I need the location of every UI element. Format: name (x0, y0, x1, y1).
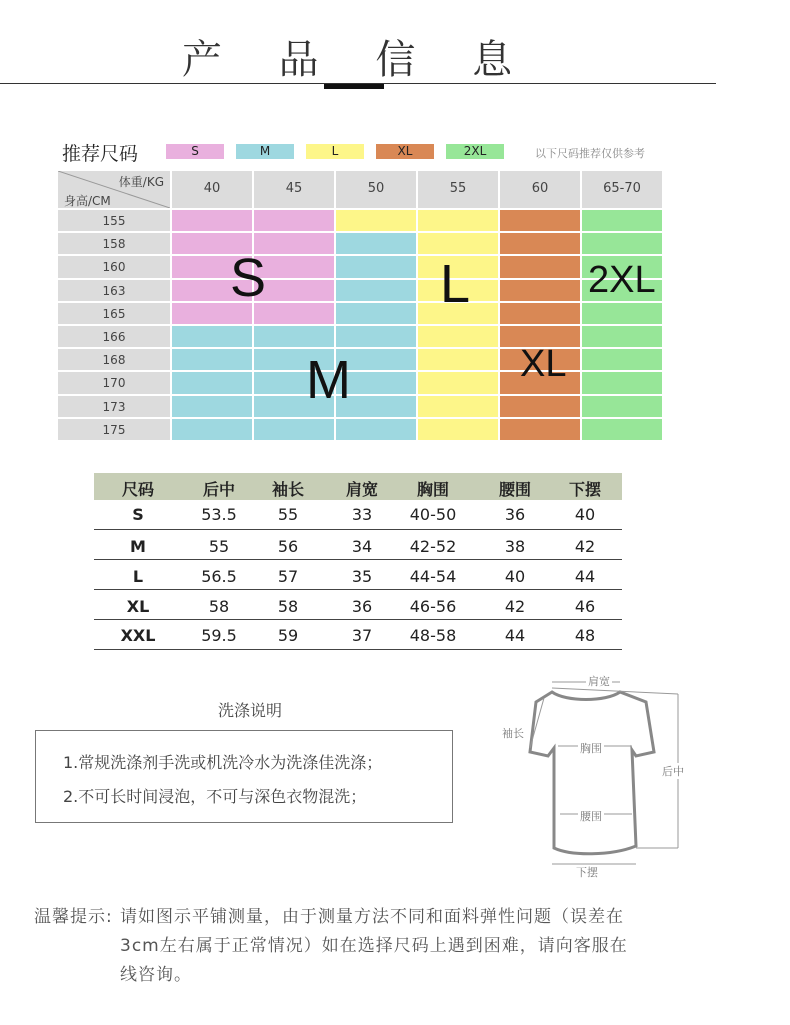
tshirt-measure-diagram (496, 668, 696, 880)
size-region-cell (418, 372, 500, 395)
measure-value-cell: 42 (504, 597, 526, 616)
measure-value-cell: 57 (277, 567, 299, 586)
measure-row-divider (94, 619, 622, 620)
measure-size-cell: XXL (120, 626, 156, 645)
height-row-label: 173 (58, 396, 172, 419)
height-row-label: 170 (58, 372, 172, 395)
notice-line-3: 线咨询。 (120, 965, 192, 985)
size-region-cell (336, 280, 418, 303)
measure-value-cell: 40 (574, 505, 596, 524)
measure-value-cell: 38 (504, 537, 526, 556)
height-row-label: 158 (58, 233, 172, 256)
legend-chip-s: S (166, 144, 224, 159)
diagram-label-chest: 胸围 (580, 742, 602, 755)
size-region-cell (336, 233, 418, 256)
size-region-cell (172, 326, 254, 349)
legend-chip-xl: XL (376, 144, 434, 159)
measure-value-cell: 59.5 (201, 626, 237, 645)
diagram-label-sleeve: 袖长 (502, 727, 524, 740)
size-recommendation-grid (58, 171, 664, 442)
size-region-cell (172, 372, 254, 395)
size-region-cell (582, 326, 664, 349)
height-row-label: 155 (58, 210, 172, 233)
height-row-label: 166 (58, 326, 172, 349)
measure-size-cell: L (132, 567, 144, 586)
measure-value-cell: 55 (208, 537, 230, 556)
measure-header-cell: 腰围 (498, 480, 531, 499)
measure-value-cell: 36 (351, 597, 373, 616)
measure-header-cell: 袖长 (271, 480, 304, 499)
measure-value-cell: 55 (277, 505, 299, 524)
weight-header: 40 (172, 171, 254, 210)
size-region-cell (418, 396, 500, 419)
notice-prefix: 温馨提示: (34, 907, 113, 927)
diagram-label-waist: 腰围 (580, 810, 602, 823)
measure-size-cell: S (132, 505, 144, 524)
measure-header-cell: 胸围 (416, 480, 449, 499)
measure-value-cell: 58 (208, 597, 230, 616)
measure-value-cell: 46-56 (409, 597, 457, 616)
measure-value-cell: 59 (277, 626, 299, 645)
diagram-label-hem: 下摆 (576, 866, 598, 879)
size-region-cell (254, 419, 336, 442)
weight-header: 50 (336, 171, 418, 210)
corner-weight-label: 体重/KG (118, 175, 164, 189)
measure-value-cell: 33 (351, 505, 373, 524)
measure-value-cell: 46 (574, 597, 596, 616)
height-row-label: 163 (58, 280, 172, 303)
size-region-cell (336, 256, 418, 279)
size-region-cell (582, 303, 664, 326)
measure-value-cell: 42-52 (409, 537, 457, 556)
legend-chip-2xl: 2XL (446, 144, 504, 159)
size-region-cell (418, 326, 500, 349)
measure-value-cell: 53.5 (201, 505, 237, 524)
size-region-label-xl: XL (520, 343, 567, 385)
wash-line-1: 1.常规洗涤剂手洗或机洗冷水为洗涤佳洗涤； (63, 753, 383, 772)
page-title: 产 品 信 息 (181, 37, 535, 83)
measure-size-cell: XL (126, 597, 150, 616)
size-region-cell (582, 210, 664, 233)
legend-chip-l: L (306, 144, 364, 159)
size-region-label-s: S (230, 248, 267, 308)
measure-row-divider (94, 649, 622, 650)
size-region-cell (582, 372, 664, 395)
wash-box (35, 730, 453, 823)
title-accent-bar (324, 84, 384, 89)
measure-value-cell: 44 (504, 626, 526, 645)
height-row-label: 165 (58, 303, 172, 326)
size-region-cell (336, 210, 418, 233)
wash-title: 洗涤说明 (218, 701, 283, 720)
size-region-cell (582, 419, 664, 442)
size-region-cell (254, 233, 336, 256)
size-region-cell (336, 303, 418, 326)
size-region-cell (336, 419, 418, 442)
notice-line-2: 3cm左右属于正常情况）如在选择尺码上遇到困难，请向客服在 (120, 936, 628, 956)
size-region-cell (172, 210, 254, 233)
size-region-cell (172, 349, 254, 372)
size-region-label-m: M (306, 350, 351, 410)
diagram-label-back-length: 后中 (662, 765, 684, 778)
corner-height-label: 身高/CM (64, 194, 111, 208)
height-row-label: 168 (58, 349, 172, 372)
measure-value-cell: 56.5 (201, 567, 237, 586)
size-region-cell (336, 326, 418, 349)
size-region-cell (582, 233, 664, 256)
measure-value-cell: 40 (504, 567, 526, 586)
size-region-cell (500, 256, 582, 279)
size-region-label-l: L (440, 254, 471, 314)
weight-header: 45 (254, 171, 336, 210)
grid-corner (58, 171, 172, 210)
weight-header: 55 (418, 171, 500, 210)
measure-row-divider (94, 589, 622, 590)
height-row-label: 160 (58, 256, 172, 279)
measure-row-divider (94, 529, 622, 530)
measure-header-cell: 后中 (202, 480, 235, 499)
size-region-cell (500, 419, 582, 442)
wash-line-2: 2.不可长时间浸泡，不可与深色衣物混洗； (63, 787, 367, 806)
size-region-cell (500, 280, 582, 303)
weight-header: 65-70 (582, 171, 664, 210)
measure-value-cell: 48 (574, 626, 596, 645)
size-region-cell (254, 326, 336, 349)
measure-size-cell: M (130, 537, 146, 556)
legend-chip-m: M (236, 144, 294, 159)
size-region-cell (172, 419, 254, 442)
measure-value-cell: 48-58 (409, 626, 457, 645)
size-region-label-2xl: 2XL (588, 259, 656, 301)
size-region-cell (500, 210, 582, 233)
measure-row-divider (94, 559, 622, 560)
measure-header-cell: 下摆 (568, 480, 601, 499)
size-region-cell (418, 349, 500, 372)
measure-header-cell: 肩宽 (345, 480, 378, 499)
size-region-cell (254, 256, 336, 279)
measure-value-cell: 37 (351, 626, 373, 645)
size-region-cell (418, 210, 500, 233)
size-region-cell (418, 419, 500, 442)
measure-value-cell: 40-50 (409, 505, 457, 524)
size-region-cell (254, 303, 336, 326)
size-region-cell (254, 210, 336, 233)
size-region-cell (500, 233, 582, 256)
measure-value-cell: 58 (277, 597, 299, 616)
notice-line-1: 请如图示平铺测量，由于测量方法不同和面料弹性问题（误差在 (120, 907, 624, 927)
measure-value-cell: 34 (351, 537, 373, 556)
legend-label: 推荐尺码 (62, 143, 139, 165)
size-region-cell (500, 396, 582, 419)
measure-value-cell: 42 (574, 537, 596, 556)
measure-value-cell: 44-54 (409, 567, 457, 586)
size-region-cell (582, 396, 664, 419)
size-region-cell (500, 303, 582, 326)
measure-value-cell: 36 (504, 505, 526, 524)
measure-value-cell: 44 (574, 567, 596, 586)
size-region-cell (172, 396, 254, 419)
measure-header-cell: 尺码 (121, 480, 154, 499)
measure-value-cell: 56 (277, 537, 299, 556)
measure-value-cell: 35 (351, 567, 373, 586)
size-region-cell (254, 280, 336, 303)
diagram-label-shoulder: 肩宽 (588, 675, 610, 688)
weight-header: 60 (500, 171, 582, 210)
size-region-cell (582, 349, 664, 372)
height-row-label: 175 (58, 419, 172, 442)
legend-note: 以下尺码推荐仅供参考 (535, 147, 645, 160)
